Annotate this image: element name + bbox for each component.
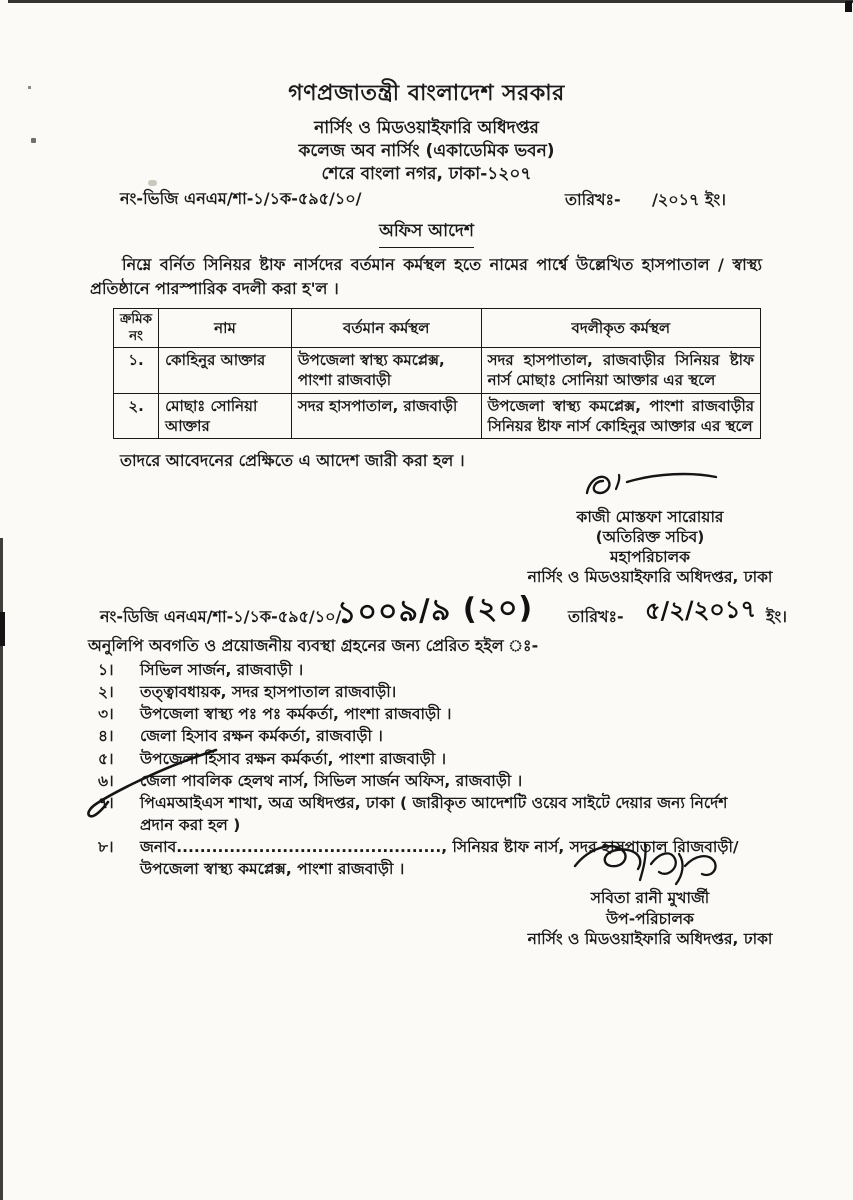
copies-heading: অনুলিপি অবগতি ও প্রয়োজনীয় ব্যবস্থা গ্রহনের জন্য প্রেরিত হইল ঃ- [88, 636, 539, 655]
office-address: শেরে বাংলা নগর, ঢাকা-১২০৭ [321, 164, 532, 184]
signatory-block-dd [490, 836, 810, 950]
list-item-text: জেলা পাবলিক হেলথ নার্স, সিভিল সার্জন অফিস, রাজবাড়ী । [140, 771, 523, 790]
signatory-org: নার্সিং ও মিডওয়াইফারি অধিদপ্তর, ঢাকা [527, 930, 773, 948]
list-item-text: জেলা হিসাব রক্ষন কর্মকর্তা, রাজবাড়ী । [140, 727, 383, 746]
list-item-number: ৭। [98, 793, 114, 812]
col-header-name: নাম [159, 309, 292, 348]
signatory-name: কাজী মোস্তফা সারোয়ার [576, 508, 724, 526]
signatory-title: (অতিরিক্ত সচিব) [595, 528, 705, 546]
cell-name: মোছাঃ সোনিয়া আক্তার [159, 394, 292, 439]
letterhead [0, 76, 853, 186]
signatory-org: নার্সিং ও মিডওয়াইফারি অধিদপ্তর, ঢাকা [527, 568, 773, 586]
col-header-transfer-station: বদলীকৃত কর্মস্থল [481, 309, 760, 348]
list-item-text: উপজেলা হিসাব রক্ষন কর্মকর্তা, পাংশা রাজবাড়ী । [140, 749, 447, 768]
list-item-text: সিভিল সার্জন, রাজবাড়ী । [140, 661, 304, 679]
handwritten-checkmark-icon [78, 744, 223, 824]
date-label: তারিখঃ- [565, 190, 621, 209]
list-item [98, 703, 766, 725]
col-header-current-station: বর্তমান কর্মস্থল [291, 309, 481, 348]
memo-number: নং-ভিজি এনএম/শা-১/১ক-৫৯৫/১০/ [120, 189, 362, 208]
closing-line: তাদরে আবেদনের প্রেক্ষিতে এ আদেশ জারী করা হল । [120, 451, 465, 470]
scan-artifact-top-edge [8, 0, 853, 3]
signature-scribble-icon [575, 466, 725, 506]
document-title: অফিস আদেশ [379, 218, 474, 248]
date-value: /২০১৭ ইং। [652, 190, 726, 209]
list-item-number: ৫। [98, 749, 114, 768]
table-row [114, 348, 761, 394]
cell-current-station: সদর হাসপাতাল, রাজবাড়ী [291, 394, 481, 439]
office-name: কলেজ অব নার্সিং (একাডেমিক ভবন) [298, 141, 555, 161]
memo-number-2: নং-ডিজি এনএম/শা-১/১ক-৫৯৫/১০/ [100, 607, 342, 626]
document-title-wrap [0, 218, 853, 248]
cell-serial: ১. [114, 348, 159, 394]
handwritten-date: ৫/২/২০১৭ [644, 595, 757, 625]
col-header-serial: ক্রমিক নং [114, 309, 159, 348]
transfer-table [113, 308, 761, 439]
list-item-number: ৬। [98, 771, 114, 790]
list-item-number: ৪। [98, 727, 114, 746]
government-name: গণপ্রজাতন্ত্রী বাংলাদেশ সরকার [288, 81, 565, 106]
scan-speck [845, 1, 852, 12]
list-item [98, 659, 766, 681]
cell-current-station: উপজেলা স্বাস্থ্য কমপ্লেক্স, পাংশা রাজবাড়ী [291, 348, 481, 394]
scan-artifact-left-blob [0, 612, 5, 646]
handwritten-dispatch-number: ১০০৯/৯ (২০) [336, 590, 534, 631]
cell-serial: ২. [114, 394, 159, 439]
order-paragraph: নিম্নে বর্নিত সিনিয়র ষ্টাফ নার্সদের বর্তমান কর্মস্থল হতে নামের পার্শ্বে উল্লেখিত হাসপাতাল / স্বাস্থ্য প্রতিষ্ঠানে পারস্পারিক বদলী করা হ'ল । [90, 255, 762, 298]
list-item-number: ২। [98, 683, 114, 702]
signature-scribble-icon [565, 836, 735, 888]
signatory-block-dg [505, 466, 795, 587]
list-item-number: ৩। [98, 705, 114, 724]
signatory-role: মহাপরিচালক [610, 548, 690, 566]
cell-transfer-station: উপজেলা স্বাস্থ্য কমপ্লেক্স, পাংশা রাজবাড়ীর সিনিয়র ষ্টাফ নার্স কোহিনুর আক্তার এর স্থলে [481, 394, 760, 439]
list-item-number: ১। [98, 661, 114, 679]
date-label-2: তারিখঃ- [568, 607, 624, 626]
cell-transfer-station: সদর হাসপাতাল, রাজবাড়ীর সিনিয়র ষ্টাফ নার্স মোছাঃ সোনিয়া আক্তার এর স্থলে [481, 348, 760, 394]
table-header-row [114, 309, 761, 348]
table-row [114, 394, 761, 439]
date-suffix: ইং। [766, 607, 787, 626]
list-item-text: জনাব............................................., সিনিয়র ষ্টাফ নার্স, সদর হাসপাতাল রিাজবাড়ী/ উপজেলা স্বাস্থ্য কমপ্লেক্স, পাংশা রাজবাড়ী । [140, 838, 739, 879]
list-item-text: তত্ত্বাবধায়ক, সদর হাসপাতাল রাজবাড়ী। [140, 683, 397, 702]
list-item-text: উপজেলা স্বাস্থ্য পঃ পঃ কর্মকর্তা, পাংশা রাজবাড়ী । [140, 705, 452, 724]
list-item-text: পিএমআইএস শাখা, অত্র অধিদপ্তর, ঢাকা ( জারীকৃত আদেশটি ওয়েব সাইটে দেয়ার জন্য নির্দেশ প্রদান করা হল ) [140, 793, 728, 835]
signatory-name: সবিতা রানী মুখার্জী [590, 889, 710, 907]
list-item [98, 681, 766, 703]
list-item-number: ৮। [98, 838, 114, 857]
directorate-name: নার্সিং ও মিডওয়াইফারি অধিদপ্তর [314, 118, 539, 138]
signatory-title: উপ-পরিচালক [606, 909, 694, 928]
cell-name: কোহিনুর আক্তার [159, 348, 292, 394]
